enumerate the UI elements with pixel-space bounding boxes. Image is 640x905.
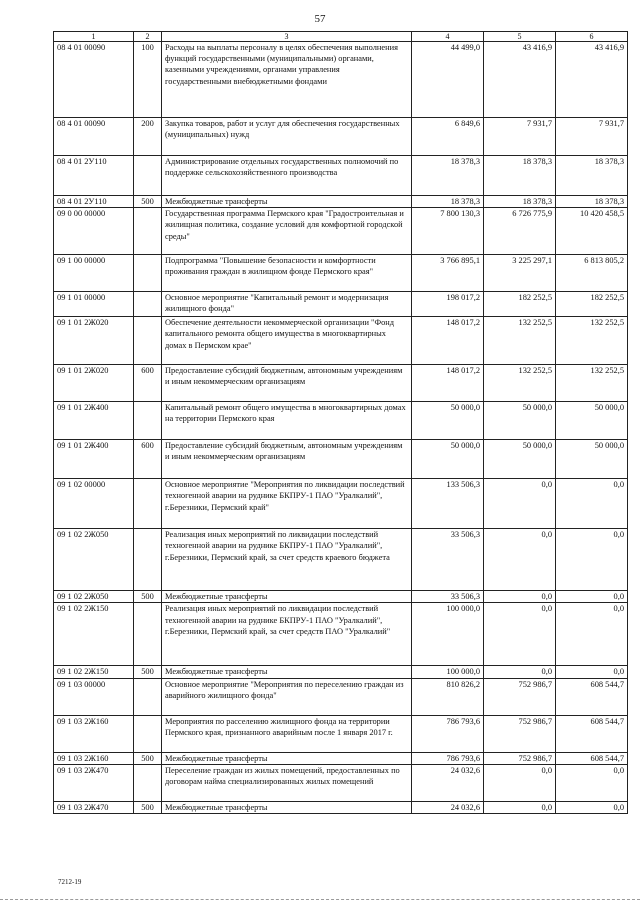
row-value-col5: 0,0	[484, 801, 556, 813]
table-row	[54, 801, 628, 813]
row-name: Основное мероприятие "Мероприятия по ликвидации последствий техногенной аварии на руднике БКПРУ-1 ПАО "Уралкалий", г.Березники, Пермский край"	[162, 479, 412, 529]
row-name: Межбюджетные трансферты	[162, 196, 412, 208]
row-value-col4: 148 017,2	[412, 365, 484, 402]
row-value-col5: 50 000,0	[484, 440, 556, 479]
row-value-col6: 0,0	[556, 801, 628, 813]
table-row	[54, 196, 628, 208]
row-value-col4: 133 506,3	[412, 479, 484, 529]
row-name: Обеспечение деятельности некоммерческой организации "Фонд капитального ремонта общего имущества в многоквартирных домах в Пермском крае"	[162, 317, 412, 365]
row-value-col6: 50 000,0	[556, 402, 628, 440]
row-value-col5: 132 252,5	[484, 317, 556, 365]
table-row	[54, 402, 628, 440]
row-value-col6: 0,0	[556, 479, 628, 529]
row-value-col6: 608 544,7	[556, 678, 628, 715]
row-name: Администрирование отдельных государственных полномочий по поддержке сельскохозяйственного производства	[162, 156, 412, 196]
row-name: Межбюджетные трансферты	[162, 801, 412, 813]
row-expense-type	[134, 764, 162, 801]
row-code: 08 4 01 2У110	[54, 156, 134, 196]
row-value-col6: 18 378,3	[556, 196, 628, 208]
column-header-2: 2	[134, 32, 162, 42]
row-value-col6: 182 252,5	[556, 292, 628, 317]
row-value-col5: 7 931,7	[484, 118, 556, 156]
row-name: Предоставление субсидий бюджетным, автономным учреждениям и иным некоммерческим организациям	[162, 440, 412, 479]
row-code: 09 1 02 2Ж150	[54, 666, 134, 678]
row-value-col4: 6 849,6	[412, 118, 484, 156]
row-expense-type: 500	[134, 752, 162, 764]
row-value-col4: 100 000,0	[412, 666, 484, 678]
row-name: Основное мероприятие "Капитальный ремонт и модернизация жилищного фонда"	[162, 292, 412, 317]
row-expense-type	[134, 715, 162, 752]
row-name: Межбюджетные трансферты	[162, 591, 412, 603]
table-row	[54, 440, 628, 479]
column-header-4: 4	[412, 32, 484, 42]
row-code: 09 1 02 2Ж150	[54, 603, 134, 666]
scan-edge-line	[0, 899, 640, 902]
row-value-col4: 786 793,6	[412, 752, 484, 764]
table-row	[54, 666, 628, 678]
row-expense-type	[134, 402, 162, 440]
column-header-1: 1	[54, 32, 134, 42]
table-row	[54, 118, 628, 156]
table-row	[54, 292, 628, 317]
row-expense-type	[134, 603, 162, 666]
row-value-col4: 18 378,3	[412, 156, 484, 196]
row-code: 08 4 01 00090	[54, 42, 134, 118]
row-value-col4: 3 766 895,1	[412, 255, 484, 292]
header-row	[54, 32, 628, 42]
row-value-col4: 33 506,3	[412, 591, 484, 603]
row-value-col5: 50 000,0	[484, 402, 556, 440]
row-expense-type: 200	[134, 118, 162, 156]
row-value-col6: 0,0	[556, 591, 628, 603]
row-expense-type	[134, 208, 162, 255]
table-row	[54, 255, 628, 292]
row-value-col6: 0,0	[556, 529, 628, 591]
row-expense-type: 500	[134, 801, 162, 813]
row-value-col5: 18 378,3	[484, 156, 556, 196]
row-code: 09 0 00 00000	[54, 208, 134, 255]
row-value-col5: 752 986,7	[484, 678, 556, 715]
row-value-col6: 50 000,0	[556, 440, 628, 479]
row-value-col5: 3 225 297,1	[484, 255, 556, 292]
row-code: 09 1 01 2Ж020	[54, 317, 134, 365]
row-code: 08 4 01 2У110	[54, 196, 134, 208]
row-expense-type	[134, 292, 162, 317]
row-value-col6: 7 931,7	[556, 118, 628, 156]
row-expense-type: 500	[134, 666, 162, 678]
row-value-col5: 0,0	[484, 764, 556, 801]
table-row	[54, 678, 628, 715]
row-value-col5: 0,0	[484, 529, 556, 591]
table-row	[54, 715, 628, 752]
row-expense-type: 500	[134, 591, 162, 603]
row-value-col4: 810 826,2	[412, 678, 484, 715]
row-name: Межбюджетные трансферты	[162, 752, 412, 764]
row-value-col4: 100 000,0	[412, 603, 484, 666]
row-value-col5: 752 986,7	[484, 752, 556, 764]
table-row	[54, 317, 628, 365]
row-name: Реализация иных мероприятий по ликвидации последствий техногенной аварии на руднике БКПРУ-1 ПАО "Уралкалий", г.Березники, Пермский край, за счет средств ПАО "Уралкалий"	[162, 603, 412, 666]
column-header-3: 3	[162, 32, 412, 42]
row-value-col4: 24 032,6	[412, 801, 484, 813]
column-header-6: 6	[556, 32, 628, 42]
row-value-col6: 0,0	[556, 666, 628, 678]
row-value-col4: 786 793,6	[412, 715, 484, 752]
table-row	[54, 42, 628, 118]
row-code: 09 1 02 00000	[54, 479, 134, 529]
row-value-col5: 132 252,5	[484, 365, 556, 402]
row-value-col4: 44 499,0	[412, 42, 484, 118]
row-value-col6: 608 544,7	[556, 752, 628, 764]
row-name: Переселение граждан из жилых помещений, предоставленных по договорам найма специализированных жилых помещений	[162, 764, 412, 801]
row-name: Расходы на выплаты персоналу в целях обеспечения выполнения функций государственными (муниципальными) органами, казенными учреждениями, органами управления государственными внебюджетными фондами	[162, 42, 412, 118]
row-code: 09 1 03 00000	[54, 678, 134, 715]
row-value-col5: 0,0	[484, 666, 556, 678]
row-expense-type: 600	[134, 365, 162, 402]
row-value-col6: 10 420 458,5	[556, 208, 628, 255]
row-code: 09 1 03 2Ж470	[54, 801, 134, 813]
row-name: Капитальный ремонт общего имущества в многоквартирных домах на территории Пермского края	[162, 402, 412, 440]
budget-table	[53, 31, 628, 814]
row-code: 09 1 02 2Ж050	[54, 591, 134, 603]
row-value-col4: 148 017,2	[412, 317, 484, 365]
row-code: 09 1 00 00000	[54, 255, 134, 292]
row-value-col6: 18 378,3	[556, 156, 628, 196]
row-expense-type: 600	[134, 440, 162, 479]
table-row	[54, 365, 628, 402]
row-value-col4: 33 506,3	[412, 529, 484, 591]
row-value-col5: 6 726 775,9	[484, 208, 556, 255]
row-expense-type	[134, 479, 162, 529]
row-name: Государственная программа Пермского края "Градостроительная и жилищная политика, создание условий для комфортной городской среды"	[162, 208, 412, 255]
table-row	[54, 529, 628, 591]
row-code: 09 1 01 2Ж020	[54, 365, 134, 402]
row-value-col6: 0,0	[556, 603, 628, 666]
row-expense-type: 500	[134, 196, 162, 208]
row-expense-type	[134, 529, 162, 591]
row-name: Закупка товаров, работ и услуг для обеспечения государственных (муниципальных) нужд	[162, 118, 412, 156]
row-value-col4: 50 000,0	[412, 440, 484, 479]
row-name: Предоставление субсидий бюджетным, автономным учреждениям и иным некоммерческим организациям	[162, 365, 412, 402]
row-value-col5: 43 416,9	[484, 42, 556, 118]
table-row	[54, 591, 628, 603]
row-value-col6: 6 813 805,2	[556, 255, 628, 292]
column-header-5: 5	[484, 32, 556, 42]
row-name: Основное мероприятие "Мероприятия по переселению граждан из аварийного жилищного фонда"	[162, 678, 412, 715]
table-row	[54, 479, 628, 529]
row-code: 09 1 01 00000	[54, 292, 134, 317]
row-value-col6: 132 252,5	[556, 317, 628, 365]
row-value-col4: 198 017,2	[412, 292, 484, 317]
row-code: 08 4 01 00090	[54, 118, 134, 156]
row-value-col5: 752 986,7	[484, 715, 556, 752]
row-value-col5: 18 378,3	[484, 196, 556, 208]
row-expense-type	[134, 317, 162, 365]
row-expense-type: 100	[134, 42, 162, 118]
row-value-col6: 608 544,7	[556, 715, 628, 752]
row-expense-type	[134, 255, 162, 292]
table-row	[54, 208, 628, 255]
table-row	[54, 156, 628, 196]
row-code: 09 1 01 2Ж400	[54, 402, 134, 440]
row-value-col5: 0,0	[484, 603, 556, 666]
row-value-col6: 132 252,5	[556, 365, 628, 402]
row-value-col4: 50 000,0	[412, 402, 484, 440]
row-code: 09 1 03 2Ж160	[54, 752, 134, 764]
row-value-col5: 0,0	[484, 479, 556, 529]
row-expense-type	[134, 156, 162, 196]
row-code: 09 1 01 2Ж400	[54, 440, 134, 479]
page-number: 57	[314, 13, 326, 25]
row-expense-type	[134, 678, 162, 715]
table-body	[54, 42, 628, 814]
row-name: Межбюджетные трансферты	[162, 666, 412, 678]
row-value-col6: 43 416,9	[556, 42, 628, 118]
row-code: 09 1 03 2Ж470	[54, 764, 134, 801]
row-value-col5: 182 252,5	[484, 292, 556, 317]
row-code: 09 1 03 2Ж160	[54, 715, 134, 752]
row-value-col6: 0,0	[556, 764, 628, 801]
table-row	[54, 764, 628, 801]
row-code: 09 1 02 2Ж050	[54, 529, 134, 591]
row-value-col5: 0,0	[484, 591, 556, 603]
table-row	[54, 752, 628, 764]
footer-document-code: 7212-19	[58, 878, 82, 886]
table-row	[54, 603, 628, 666]
row-value-col4: 18 378,3	[412, 196, 484, 208]
row-name: Мероприятия по расселению жилищного фонда на территории Пермского края, признанного аварийным после 1 января 2017 г.	[162, 715, 412, 752]
row-value-col4: 24 032,6	[412, 764, 484, 801]
row-name: Подпрограмма "Повышение безопасности и комфортности проживания граждан в жилищном фонде Пермского края"	[162, 255, 412, 292]
row-value-col4: 7 800 130,3	[412, 208, 484, 255]
row-name: Реализация иных мероприятий по ликвидации последствий техногенной аварии на руднике БКПРУ-1 ПАО "Уралкалий", г.Березники, Пермский край, за счет средств краевого бюджета	[162, 529, 412, 591]
